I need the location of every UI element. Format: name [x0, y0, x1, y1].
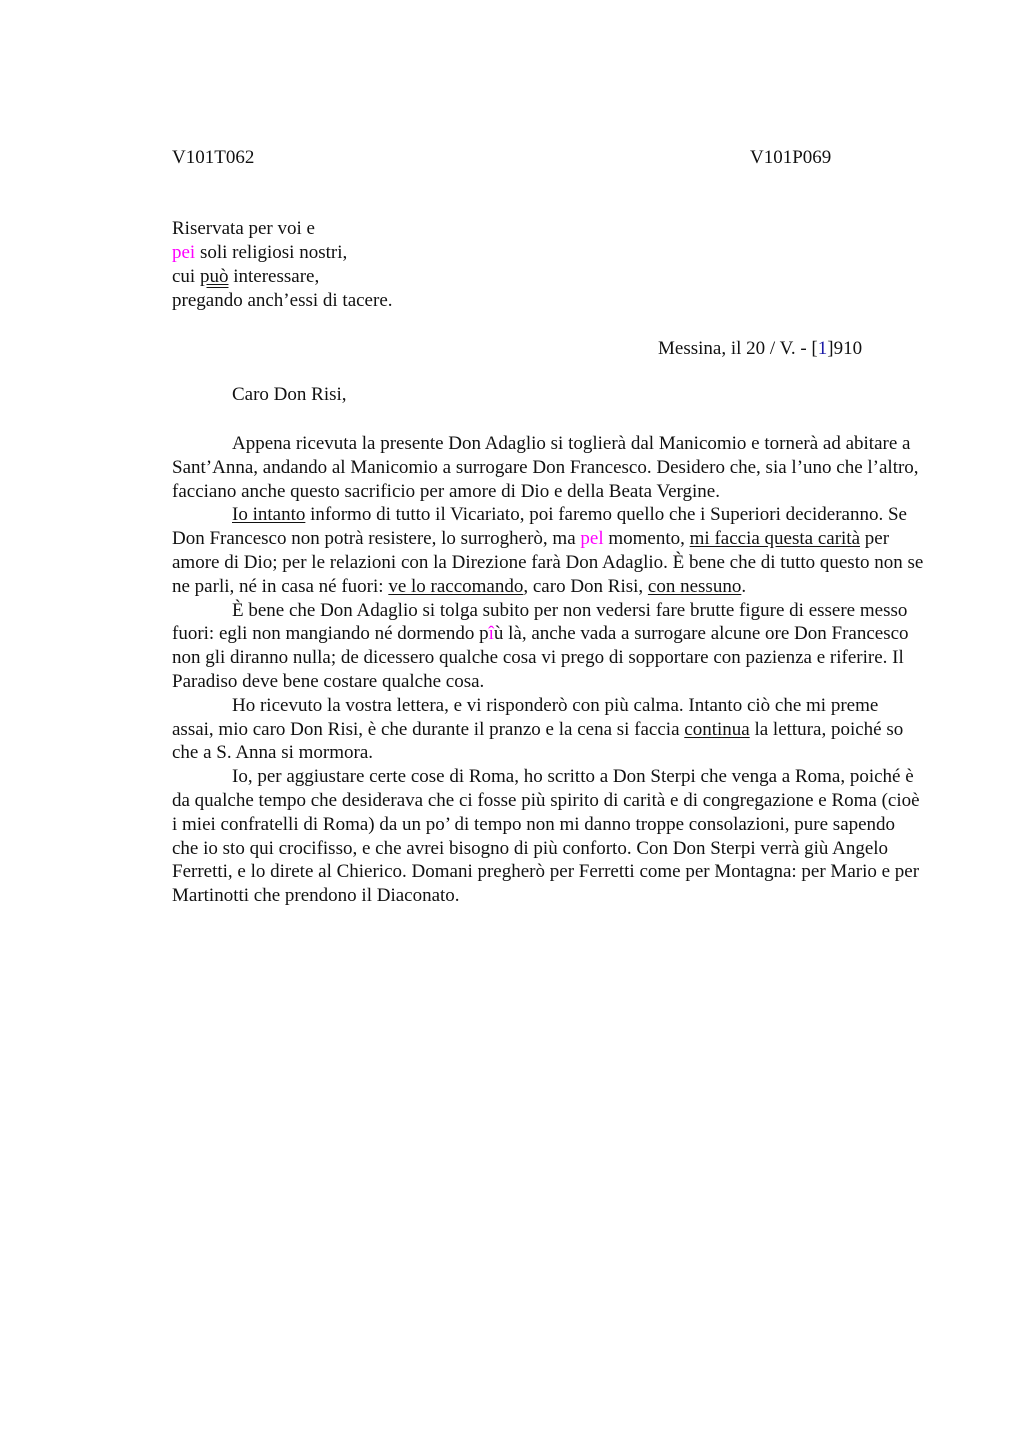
paragraph-3: È bene che Don Adaglio si tolga subito per non vedersi fare brutte figure di essere messo fuori: egli non mangiando né dormendo pîù là, anche vada a surrogare alcune ore Don Francesco non gli diranno nulla; de dicessero qualche cosa vi prego di sopportare con pazienza e riferire. Il Paradiso deve bene costare qualche cosa.: [172, 599, 909, 692]
paragraph-1: Appena ricevuta la presente Don Adaglio si toglierà dal Manicomio e tornerà ad abitare a Sant’Anna, andando al Manicomio a surrogare Don Francesco. Desidero che, sia l’uno che l’altro, facciano anche questo sacrificio per amore di Dio e della Beata Vergine.: [172, 433, 919, 502]
pink-annotation: pei: [172, 242, 196, 263]
note-line-2: pei soli religiosi nostri,: [172, 242, 348, 263]
pink-annotation: pel: [580, 528, 604, 550]
blue-annotation: 1: [817, 338, 828, 359]
letter-date: Messina, il 20 / V. - [1]910: [658, 338, 863, 359]
note-line-4: pregando anch’essi di tacere.: [172, 290, 393, 311]
note-line-1: Riservata per voi e: [172, 218, 315, 239]
header-right-code: V101P069: [750, 147, 832, 168]
letter-body: [172, 432, 924, 908]
header-left-code: V101T062: [172, 147, 255, 168]
salutation: Caro Don Risi,: [232, 384, 347, 405]
paragraph-2: Io intanto informo di tutto il Vicariato, poi faremo quello che i Superiori decideranno. Se Don Francesco non potrà resistere, lo surrogherò, ma pel momento, mi faccia questa carità per amore di Dio; per le relazioni con la Direzione farà Don Adaglio. È bene che di tutto questo non se ne parli, né in casa né fuori: ve lo raccomando, caro Don Risi, con nessuno.: [172, 504, 924, 597]
confidential-note: [172, 217, 393, 313]
paragraph-5: Io, per aggiustare certe cose di Roma, ho scritto a Don Sterpi che venga a Roma, poiché è da qualche tempo che desiderava che ci fosse più spirito di carità e di congregazione e Roma (cioè i miei confratelli di Roma) da un po’ di tempo non mi danno troppe consolazioni, pure sapendo che io sto qui crocifisso, e che avrei bisogno di più conforto. Con Don Sterpi verrà giù Angelo Ferretti, e lo direte al Chierico. Domani pregherò per Ferretti come per Montagna: per Mario e per Martinotti che prendono il Diaconato.: [172, 766, 920, 907]
double-underlined-word: può: [199, 266, 229, 287]
paragraph-4: Ho ricevuto la vostra lettera, e vi risponderò con più calma. Intanto ciò che mi preme assai, mio caro Don Risi, è che durante il pranzo e la cena si faccia continua la lettura, poiché so che a S. Anna si mormora.: [172, 694, 904, 764]
pink-annotation: î: [488, 623, 494, 645]
note-line-3: cui può interessare,: [172, 266, 320, 287]
